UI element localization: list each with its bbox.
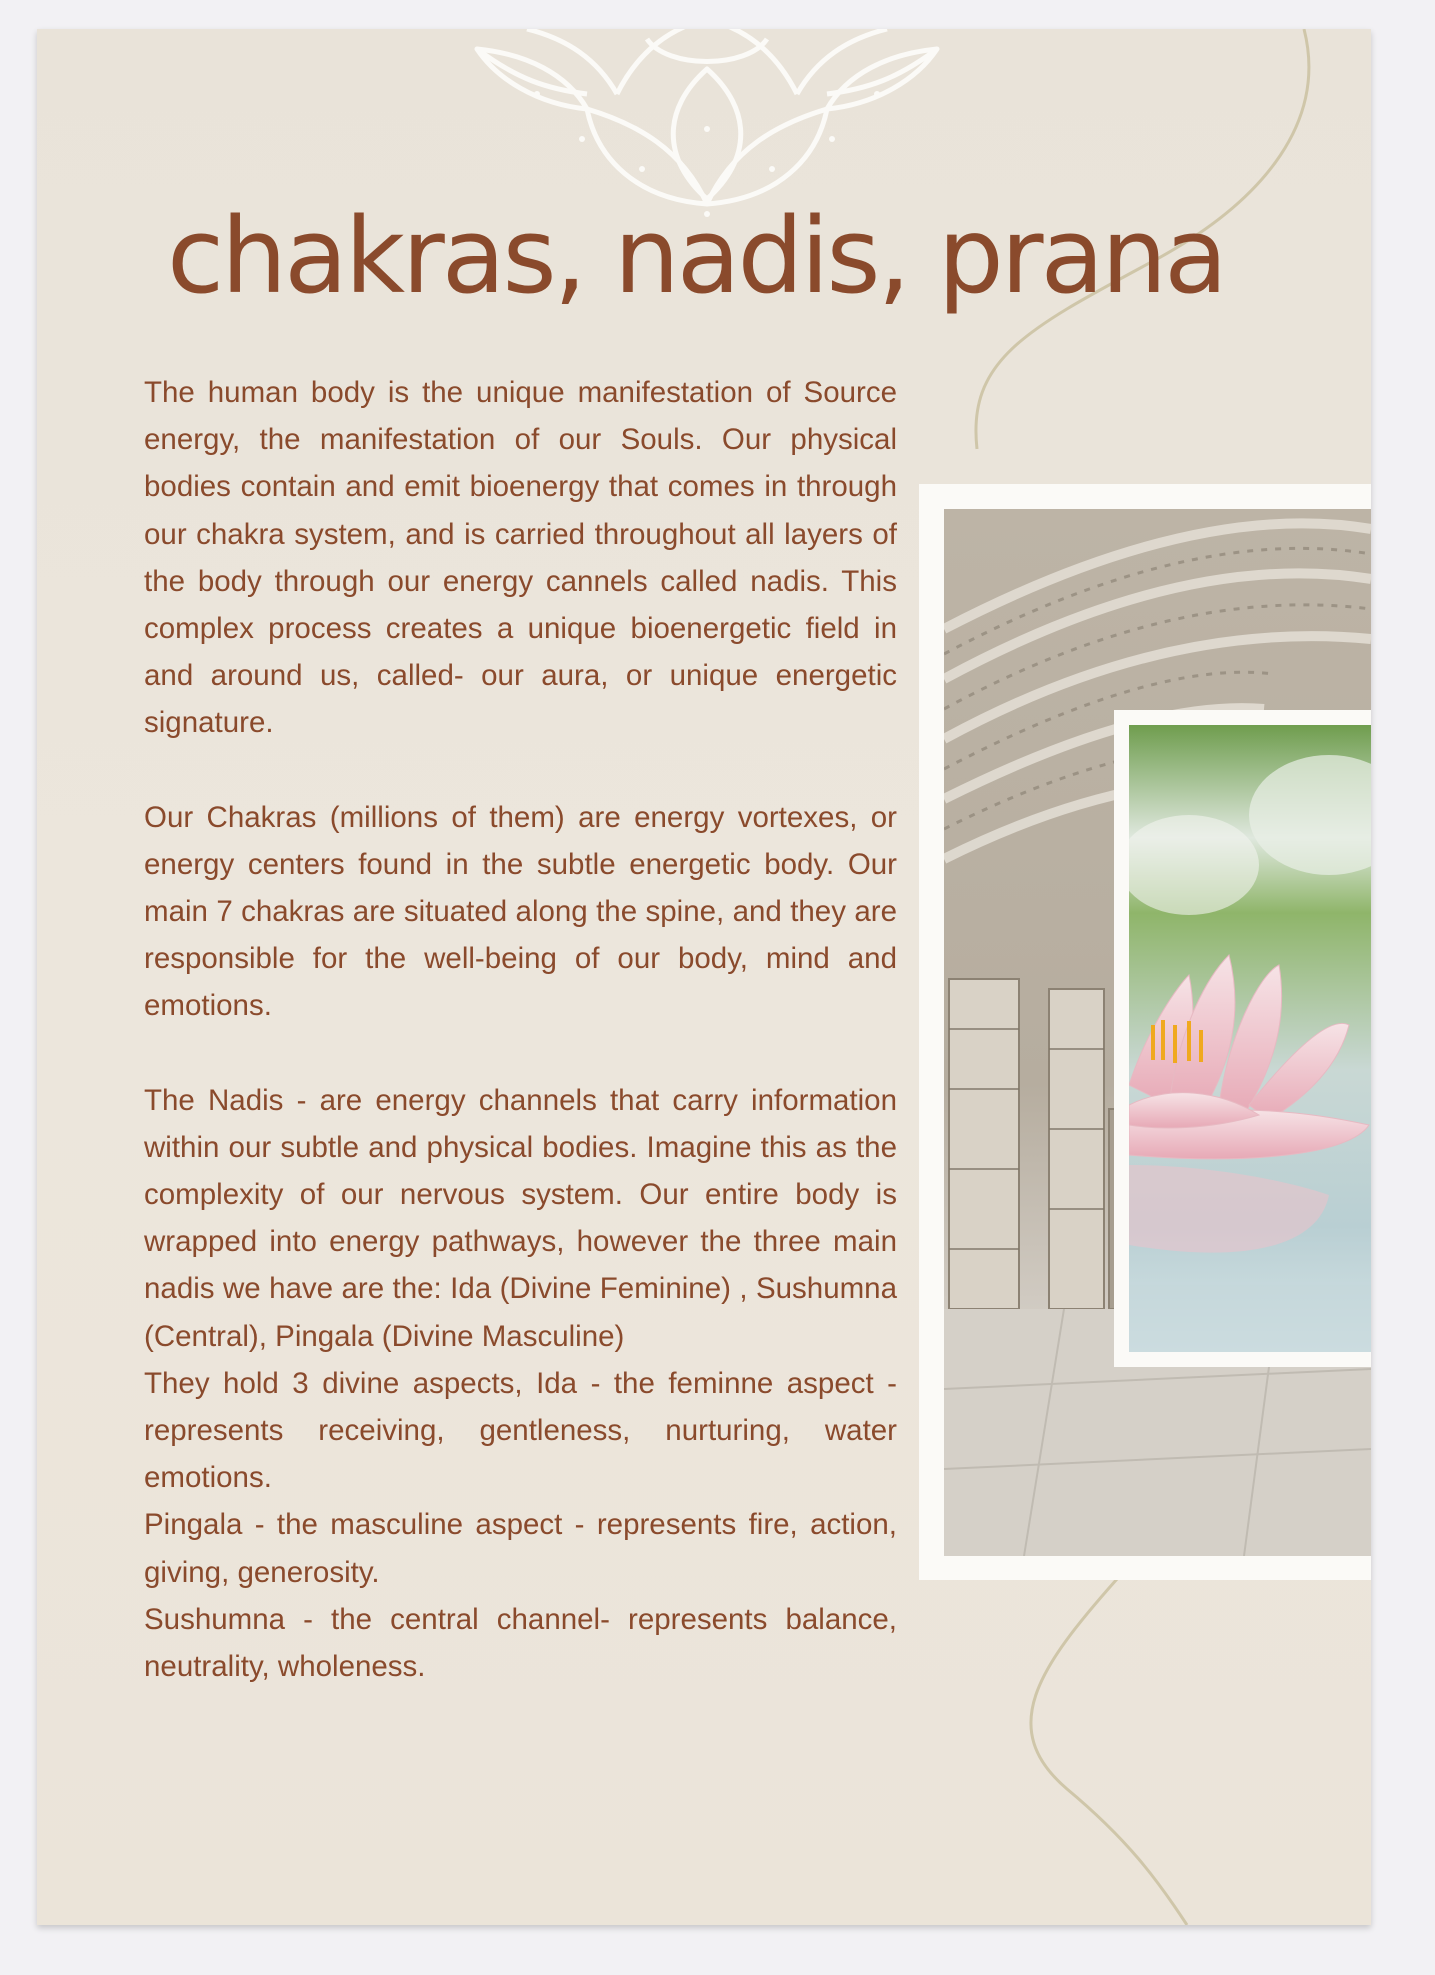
paragraph-pingala: Pingala - the masculine aspect - represents fire, action, giving, generosity. bbox=[144, 1508, 897, 1589]
page-title: chakras, nadis, prana bbox=[167, 195, 1225, 317]
photo-frame bbox=[919, 484, 1371, 1580]
document-page bbox=[37, 29, 1371, 1925]
pink-lotus-photo bbox=[1129, 725, 1371, 1352]
paragraph-sushumna: Sushumna - the central channel- represents balance, neutrality, wholeness. bbox=[144, 1602, 897, 1684]
body-text bbox=[144, 369, 897, 1690]
temple-interior-photo bbox=[944, 509, 1371, 1556]
paragraph-nadis: The Nadis - are energy channels that carry information within our subtle and physical bodies. Imagine this as the complexity of our nervous system. Our entire body is wrapped into energy pathways, however the three main nadis we have are the: Ida (Divine Feminine) , Sushumna (Central), Pingala (Divine Masculine) bbox=[144, 1083, 897, 1353]
paragraph-human-body: The human body is the unique manifestation of Source energy, the manifestation of our Souls. Our physical bodies contain and emit bioenergy that comes in through our chakra system, and is carried throughout all layers of the body through our energy cannels called nadis. This complex process creates a unique bioenergetic field in and around us, called- our aura, or unique energetic signature. bbox=[144, 376, 897, 740]
lotus-photo-frame bbox=[1114, 710, 1371, 1367]
paragraph-ida: They hold 3 divine aspects, Ida - the feminne aspect - represents receiving, gentleness, nurturing, water emotions. bbox=[144, 1366, 897, 1495]
paragraph-chakras: Our Chakras (millions of them) are energy vortexes, or energy centers found in the subtle energetic body. Our main 7 chakras are situated along the spine, and they are responsible for the well-being of our body, mind and emotions. bbox=[144, 800, 897, 1023]
